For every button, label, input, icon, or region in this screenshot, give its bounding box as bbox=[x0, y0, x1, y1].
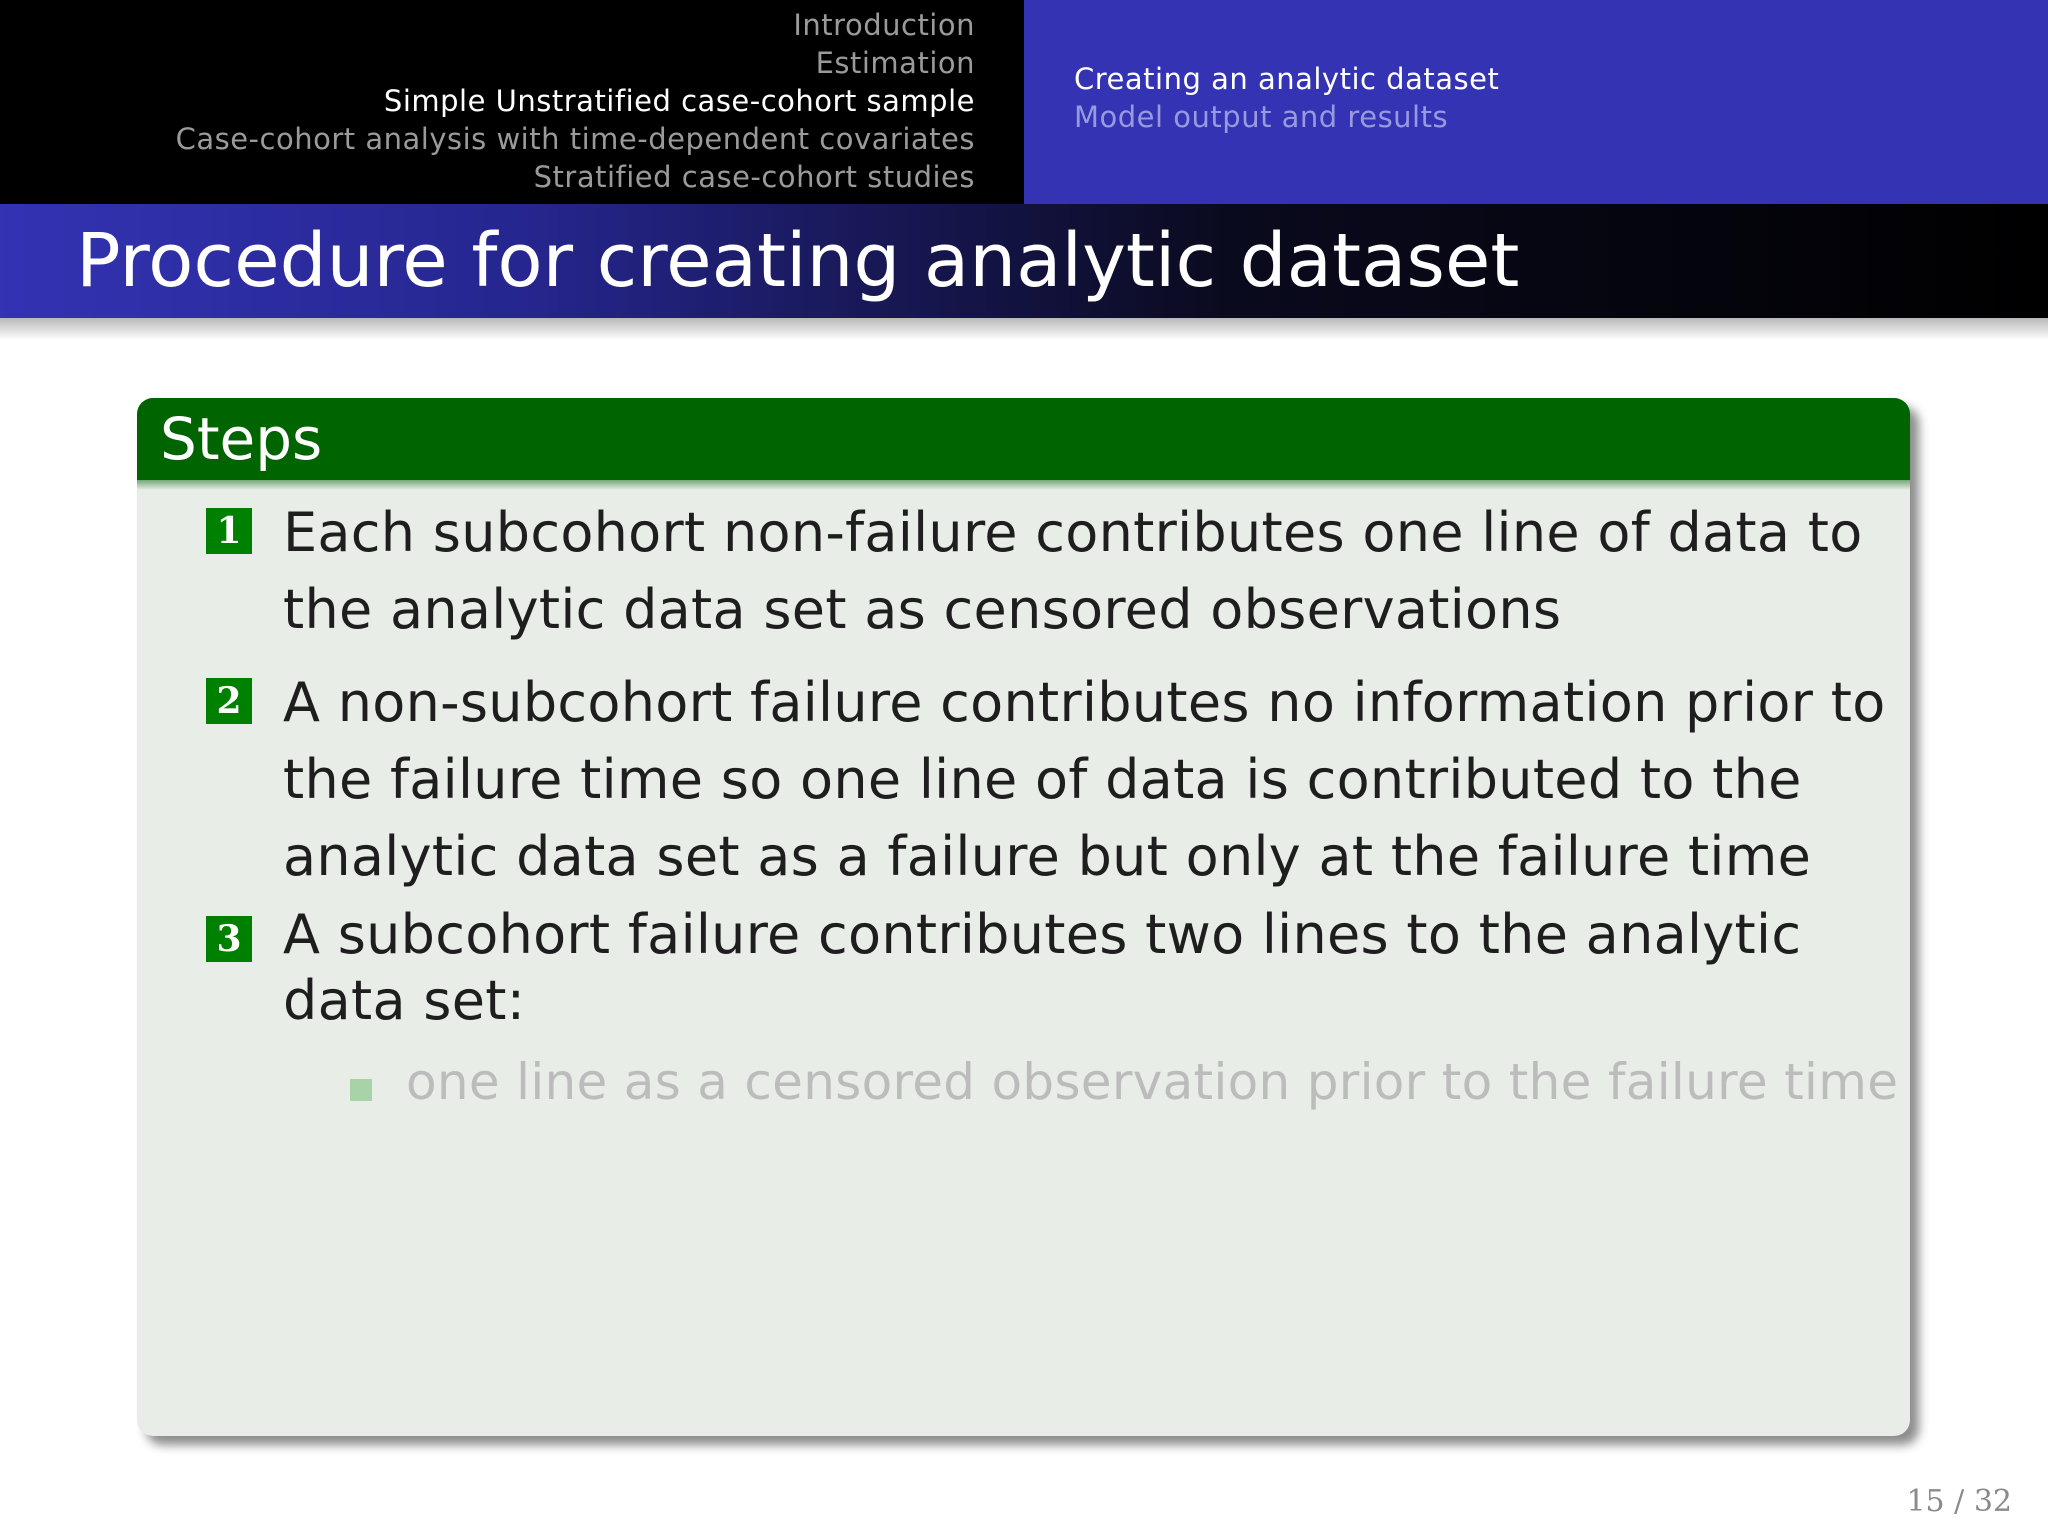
step-number-badge: 3 bbox=[206, 916, 252, 962]
steps-block bbox=[137, 398, 1910, 1436]
section-navigation bbox=[0, 0, 1024, 204]
nav-subsection-creating-dataset[interactable]: Creating an analytic dataset bbox=[1074, 62, 1500, 96]
subsection-navigation bbox=[1024, 0, 2048, 204]
section-list bbox=[176, 6, 975, 196]
step-number-badge: 2 bbox=[206, 678, 252, 724]
block-header-shade bbox=[137, 480, 1910, 490]
square-bullet-icon bbox=[350, 1079, 372, 1101]
nav-section-estimation[interactable]: Estimation bbox=[815, 46, 975, 80]
subsection-list bbox=[1074, 60, 1499, 136]
page-number: 15 / 32 bbox=[1906, 1484, 2012, 1519]
block-header bbox=[137, 398, 1910, 480]
block-title: Steps bbox=[160, 405, 323, 473]
nav-subsection-model-output[interactable]: Model output and results bbox=[1074, 100, 1449, 134]
step-text: Each subcohort non-failure contributes one line of data to the analytic data set as censored observations bbox=[283, 501, 1863, 641]
nav-section-simple-unstratified[interactable]: Simple Unstratified case-cohort sample bbox=[383, 84, 975, 118]
nav-section-time-dependent-covariates[interactable]: Case-cohort analysis with time-dependent covariates bbox=[175, 122, 975, 156]
step-number-badge: 1 bbox=[206, 508, 252, 554]
sub-item-text: one line as a censored observation prior to the failure time bbox=[406, 1053, 1899, 1111]
nav-section-stratified-studies[interactable]: Stratified case-cohort studies bbox=[533, 160, 975, 194]
title-bar-shadow bbox=[0, 318, 2048, 340]
frame-title: Procedure for creating analytic dataset bbox=[76, 218, 1520, 304]
step-text: A subcohort failure contributes two lines to the analytic data set: bbox=[283, 903, 1802, 1032]
step-text: A non-subcohort failure contributes no information prior to the failure time so one line of data is contributed to the analytic data set as a failure but only at the failure time bbox=[283, 671, 1886, 888]
nav-section-introduction[interactable]: Introduction bbox=[793, 8, 975, 42]
